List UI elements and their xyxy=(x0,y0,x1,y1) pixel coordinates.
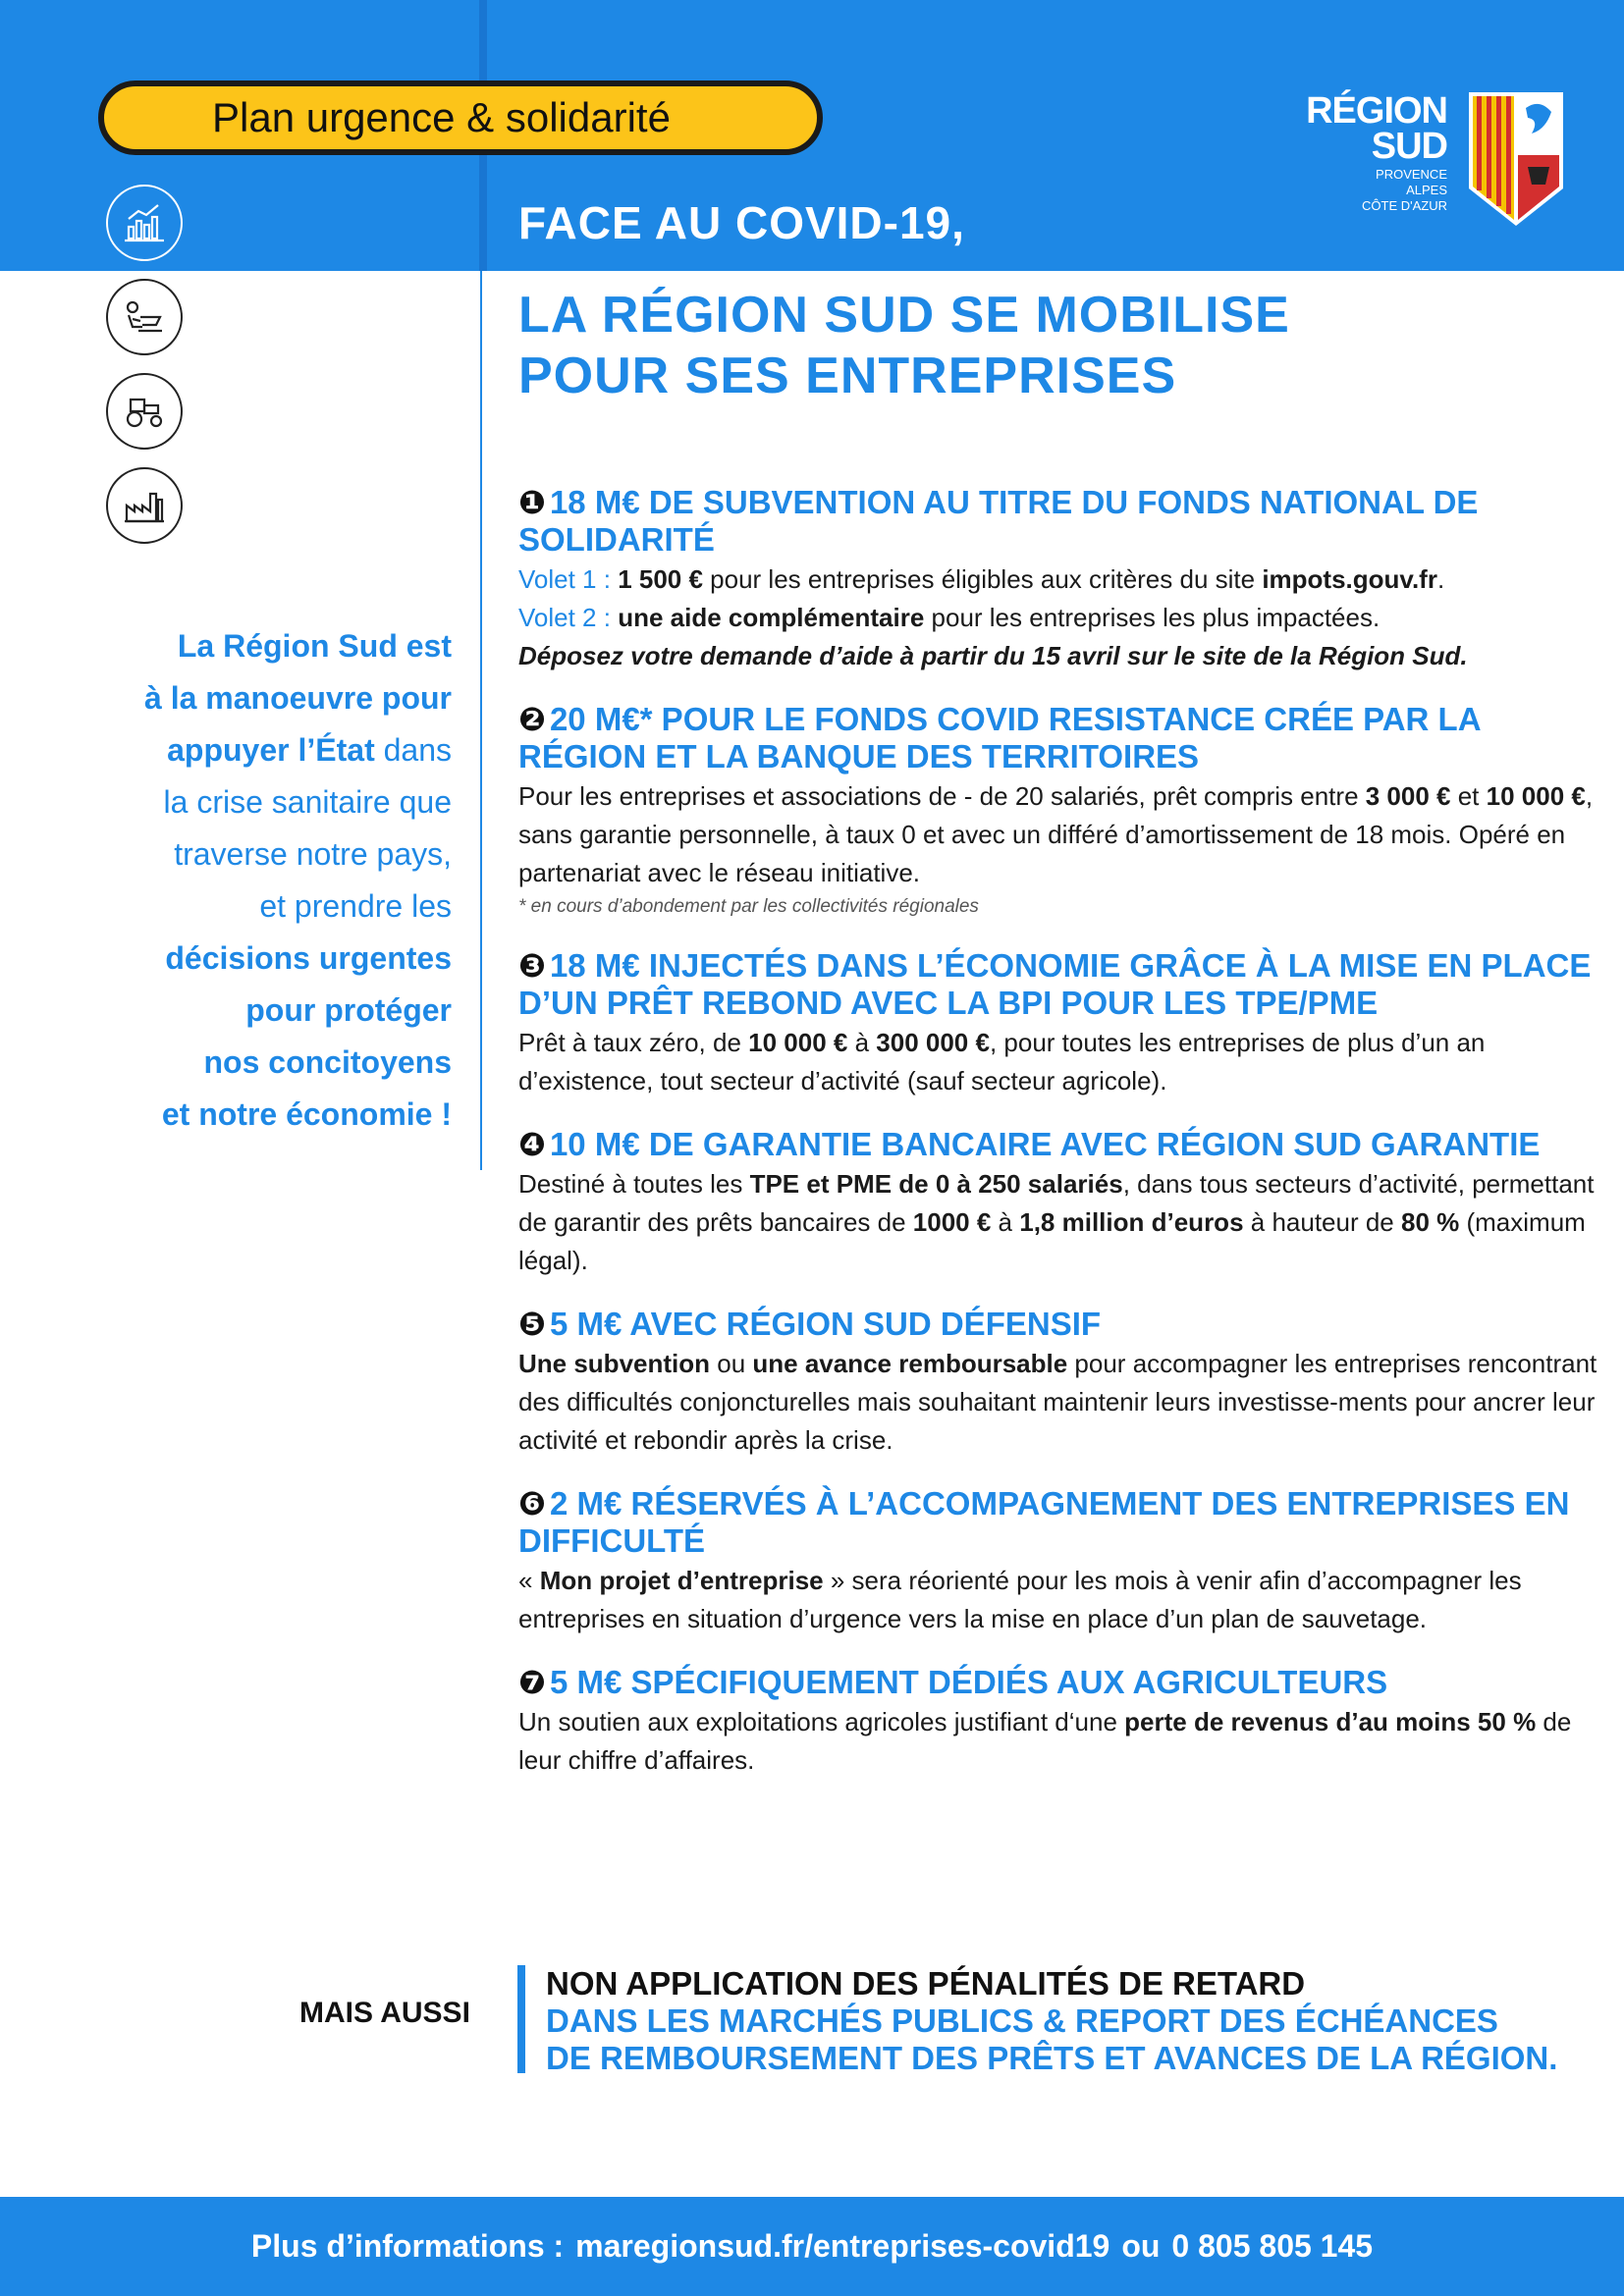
measure-title: 18 M€ DE SUBVENTION AU TITRE DU FONDS NATIONAL DE SOLIDARITÉ xyxy=(518,484,1479,558)
measure-number: ❹ xyxy=(518,1126,546,1162)
amount: 3 000 € xyxy=(1365,781,1451,811)
mais-aussi-line-2: DANS LES MARCHÉS PUBLICS & REPORT DES ÉCHÉANCES xyxy=(546,2002,1498,2039)
sidebar-line: et prendre les xyxy=(259,888,452,924)
measure-7 xyxy=(518,1664,1598,1780)
headline xyxy=(518,285,1290,406)
text: à xyxy=(847,1028,877,1057)
sidebar-line: traverse notre pays, xyxy=(174,836,452,872)
sidebar-line: La Région Sud est xyxy=(177,628,452,664)
text: , pour toutes les entreprises de plus d’un an d’existence, tout secteur d’activité (sauf secteur agricole). xyxy=(518,1028,1486,1095)
measure-number: ❷ xyxy=(518,701,546,737)
text-bold: Mon projet d’entreprise xyxy=(539,1566,824,1595)
measure-number: ❻ xyxy=(518,1485,546,1522)
volet-label: Volet 2 : xyxy=(518,603,619,632)
region-sud-logo xyxy=(1306,90,1573,238)
measure-2 xyxy=(518,701,1598,922)
measure-number: ❺ xyxy=(518,1306,546,1342)
text: « xyxy=(518,1566,540,1595)
mais-aussi-label: MAIS AUSSI xyxy=(299,1997,470,2029)
measure-3 xyxy=(518,947,1598,1100)
text: Destiné à toutes les xyxy=(518,1169,750,1199)
factory-icon xyxy=(106,467,183,544)
sidebar-line: appuyer l’État xyxy=(167,732,375,768)
text: pour les entreprises éligibles aux critères du site xyxy=(702,564,1263,594)
text: à hauteur de xyxy=(1243,1207,1401,1237)
text: et xyxy=(1450,781,1487,811)
text: » sera réorienté pour les mois à venir afin d’accompagner les entreprises en situation d’urgence vers la mise en place d’un plan de sauvetage. xyxy=(518,1566,1522,1633)
footer-phone[interactable]: 0 805 805 145 xyxy=(1171,2228,1374,2264)
volet-label: Volet 1 : xyxy=(518,564,619,594)
logo-line-2: SUD xyxy=(1371,126,1447,167)
text: Pour les entreprises et associations de - de 20 salariés, prêt compris entre xyxy=(518,781,1366,811)
title-line: FACE AU COVID-19, xyxy=(518,197,965,248)
sidebar-line: et notre économie ! xyxy=(161,1096,452,1132)
measure-title: 20 M€* POUR LE FONDS COVID RESISTANCE CRÉE PAR LA RÉGION ET LA BANQUE DES TERRITOIRES xyxy=(518,701,1481,774)
measure-number: ❸ xyxy=(518,947,546,984)
headline-line-2: POUR SES ENTREPRISES xyxy=(518,347,1177,404)
measure-title: 2 M€ RÉSERVÉS À L’ACCOMPAGNEMENT DES ENTREPRISES EN DIFFICULTÉ xyxy=(518,1485,1570,1559)
percentage: 80 % xyxy=(1401,1207,1460,1237)
text: Un soutien aux exploitations agricoles justifiant d‘une xyxy=(518,1707,1125,1736)
sidebar-line: dans xyxy=(374,732,452,768)
mais-aussi-bar xyxy=(517,1965,525,2073)
measure-title: 5 M€ SPÉCIFIQUEMENT DÉDIÉS AUX AGRICULTEURS xyxy=(549,1664,1388,1700)
mais-aussi-line-3: DE REMBOURSEMENT DES PRÊTS ET AVANCES DE LA RÉGION. xyxy=(546,2040,1558,2076)
text: de leur chiffre d’affaires. xyxy=(518,1707,1572,1775)
sidebar-line: pour protéger xyxy=(245,992,452,1028)
footer-prefix: Plus d’informations : xyxy=(250,2228,565,2264)
measure-title: 5 M€ AVEC RÉGION SUD DÉFENSIF xyxy=(549,1306,1102,1342)
footer-band xyxy=(0,2197,1624,2296)
deposit-notice: Déposez votre demande d’aide à partir du 15 avril sur le site de la Région Sud. xyxy=(518,641,1468,670)
text-bold: une avance remboursable xyxy=(752,1349,1068,1378)
column-divider xyxy=(480,271,482,1170)
sidebar-line: décisions urgentes xyxy=(165,940,452,976)
chart-icon xyxy=(106,185,183,261)
measure-1 xyxy=(518,484,1598,675)
text: ou xyxy=(710,1349,753,1378)
sidebar-line: nos concitoyens xyxy=(203,1044,452,1080)
logo-line-1: RÉGION xyxy=(1306,90,1447,132)
sidebar-line: la crise sanitaire que xyxy=(163,784,452,820)
mais-aussi-line-1: NON APPLICATION DES PÉNALITÉS DE RETARD xyxy=(546,1965,1306,2002)
measure-number: ❶ xyxy=(518,484,546,520)
text: Prêt à taux zéro, de xyxy=(518,1028,749,1057)
text: à xyxy=(991,1207,1020,1237)
text-bold: une aide complémentaire xyxy=(618,603,925,632)
amount: 1,8 million d’euros xyxy=(1019,1207,1244,1237)
measure-4 xyxy=(518,1126,1598,1280)
mais-aussi-text xyxy=(546,1965,1557,2077)
text: , sans garantie personnelle, à taux 0 et avec un différé d’amortissement de 18 mois. Opéré en partenariat avec le réseau initiative. xyxy=(518,781,1594,887)
footer-url[interactable]: maregionsud.fr/entreprises-covid19 xyxy=(575,2228,1110,2264)
person-desk-icon xyxy=(106,279,183,355)
tractor-icon xyxy=(106,373,183,450)
amount: 1 500 € xyxy=(618,564,703,594)
measure-number: ❼ xyxy=(518,1664,546,1700)
plan-label: Plan urgence & solidarité xyxy=(212,94,671,140)
sidebar-line: à la manoeuvre pour xyxy=(144,680,452,716)
measure-5 xyxy=(518,1306,1598,1460)
text-bold: perte de revenus d’au moins 50 % xyxy=(1124,1707,1537,1736)
text: . xyxy=(1436,564,1445,594)
text: pour accompagner les entreprises rencontrant des difficultés conjoncturelles mais souhaitant maintenir leurs investisse-ments pour ancrer leur activité et rebondir après la crise. xyxy=(518,1349,1597,1455)
text: , dans tous secteurs d’activité, permettant de garantir des prêts bancaires de xyxy=(518,1169,1595,1237)
text: pour les entreprises les plus impactées. xyxy=(924,603,1380,632)
headline-line-1: LA RÉGION SUD SE MOBILISE xyxy=(518,287,1290,344)
footnote: * en cours d’abondement par les collectivités régionales xyxy=(518,896,979,917)
sidebar-quote xyxy=(88,620,452,1141)
coat-of-arms-icon xyxy=(1467,90,1565,228)
text: (maximum légal). xyxy=(518,1207,1586,1275)
logo-small-1: PROVENCE xyxy=(1376,167,1447,182)
measure-6 xyxy=(518,1485,1598,1638)
amount: 1000 € xyxy=(912,1207,992,1237)
amount: 10 000 € xyxy=(1486,781,1586,811)
logo-small-2: ALPES xyxy=(1406,183,1447,197)
amount: 300 000 € xyxy=(876,1028,990,1057)
amount: 10 000 € xyxy=(748,1028,848,1057)
measures-list xyxy=(518,484,1598,1805)
measure-title: 10 M€ DE GARANTIE BANCAIRE AVEC RÉGION SUD GARANTIE xyxy=(549,1126,1541,1162)
measure-title: 18 M€ INJECTÉS DANS L’ÉCONOMIE GRÂCE À LA MISE EN PLACE D’UN PRÊT REBOND AVEC LA BPI POUR LES TPE/PME xyxy=(518,947,1592,1021)
text-bold: TPE et PME de 0 à 250 salariés xyxy=(749,1169,1123,1199)
site-name: impots.gouv.fr xyxy=(1262,564,1437,594)
footer-or: ou xyxy=(1121,2228,1161,2264)
logo-small-3: CÔTE D'AZUR xyxy=(1362,198,1447,213)
plan-label-pill xyxy=(98,80,823,155)
text-bold: Une subvention xyxy=(518,1349,711,1378)
